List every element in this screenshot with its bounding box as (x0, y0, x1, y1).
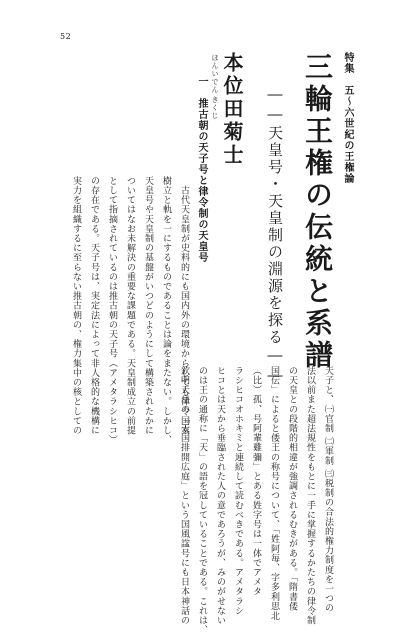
page-title: 三輪王権の伝統と系譜 (301, 52, 334, 372)
body-line: として指摘されているのは推古朝の天子号（アメタラシヒコ） (107, 176, 117, 445)
author-name: 本位田菊士 (220, 52, 244, 167)
body-line: 天皇号や天皇制の基盤がいつどのようにして構築されたかに (143, 176, 153, 436)
author-ruby-surname: ほんいでん (211, 54, 219, 94)
body-line: の天皇との段階的相違が強調されるむきがある。「隋書倭 (287, 366, 297, 612)
section-heading: 一 推古朝の天子号と律令制の天皇号 (196, 76, 207, 263)
body-line: 樹立と軌を一にするものであることは論をまたない。しかし、 (161, 176, 171, 445)
body-line: ラシヒコオホキミと連続して読むべきである。アメタラシ (233, 366, 243, 616)
body-line: 国伝」によると倭王の称号について、「姓阿毎、字多利思北 (269, 366, 279, 621)
subtitle: ――天皇号・天皇制の淵源を探る―― (266, 85, 284, 386)
body-line: 法以前また超法規性をもとに一手に掌握するかたちの律令制 (305, 366, 315, 626)
body-text-lower (175, 366, 337, 635)
body-line: のは王の通称に「天」の語を冠していることである。これは、 (197, 366, 207, 635)
body-line: ヒコとは天から垂臨された人の意であろうが、みのがせない (215, 366, 225, 626)
author-ruby-given: きくじ (211, 96, 219, 120)
body-line: （比）孤、号阿輩雞彌」とある姓字号は一体でアメタ (251, 366, 261, 597)
body-line: 古代天皇制が史料的にも国内外の環境からしても律令国家 (179, 176, 189, 436)
body-line: 欽明天皇の「天国排開広庭」という国風諡号にも日本神話の (179, 366, 189, 626)
page-number: 52 (60, 32, 72, 41)
body-line: ついてはなお未解決の重要な課題である。天皇制成立の前提 (125, 176, 135, 436)
body-line: 実力を組織するに至らない推古朝の、権力集中の核としての (71, 176, 81, 436)
body-line: 天子と、㈠官制 ㈡軍制 ㈢税制の合法的権力制度を一つの (323, 366, 333, 613)
body-line: の存在である。天子号は、実定法によって非人格的な機構に (89, 176, 99, 436)
series-label: 特集 五～六世紀の王権論 (342, 52, 353, 184)
